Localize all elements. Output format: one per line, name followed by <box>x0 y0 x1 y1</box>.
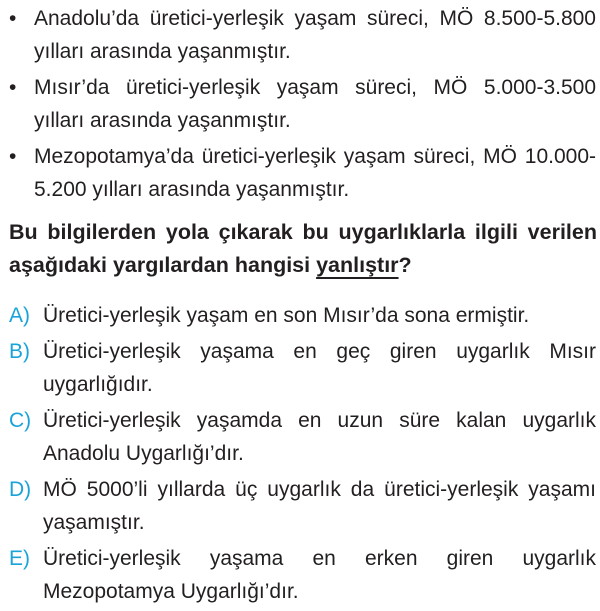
option-d[interactable] <box>0 473 600 539</box>
option-letter: A) <box>9 304 30 327</box>
question-stem <box>9 216 597 282</box>
info-bullet-misir <box>0 71 600 137</box>
option-text: MÖ 5000’li yıllarda üç uygarlık da üretici-yerleşik yaşamı yaşamıştır. <box>43 478 596 534</box>
bullet-dot-icon: • <box>9 76 17 99</box>
info-bullet-list <box>0 2 600 209</box>
question-text: Bu bilgilerden yola çıkarak bu uygarlıklarla ilgili verilen aşağıdaki yargılardan hangisi <box>9 220 597 277</box>
option-text: Üretici-yerleşik yaşamda en uzun süre kalan uygarlık Anadolu Uygarlığı’dır. <box>43 409 596 465</box>
option-text: Üretici-yerleşik yaşama en erken giren uygarlık Mezopotamya Uygarlığı’dır. <box>43 547 596 603</box>
option-e[interactable] <box>0 542 600 608</box>
option-letter: B) <box>9 340 30 363</box>
question-mark: ? <box>398 253 412 277</box>
answer-options <box>0 299 600 611</box>
bullet-text: Anadolu’da üretici-yerleşik yaşam süreci, MÖ 8.500-5.800 yılları arasında yaşanmıştır. <box>34 7 596 63</box>
option-letter: D) <box>9 478 32 501</box>
bullet-dot-icon: • <box>9 7 17 30</box>
bullet-dot-icon: • <box>9 145 17 168</box>
option-text: Üretici-yerleşik yaşam en son Mısır’da sona ermiştir. <box>43 304 530 327</box>
option-a[interactable] <box>0 299 600 332</box>
option-b[interactable] <box>0 335 600 401</box>
option-letter: C) <box>9 409 32 432</box>
bullet-text: Mezopotamya’da üretici-yerleşik yaşam süreci, MÖ 10.000-5.200 yılları arasında yaşanmıştır. <box>34 145 596 201</box>
bullet-text: Mısır’da üretici-yerleşik yaşam süreci, MÖ 5.000-3.500 yılları arasında yaşanmıştır. <box>34 76 596 132</box>
info-bullet-anadolu <box>0 2 600 68</box>
question-negative-word: yanlıştır <box>316 253 399 277</box>
option-letter: E) <box>9 547 30 570</box>
option-c[interactable] <box>0 404 600 470</box>
option-text: Üretici-yerleşik yaşama en geç giren uygarlık Mısır uygarlığıdır. <box>43 340 596 396</box>
info-bullet-mezopotamya <box>0 140 600 206</box>
